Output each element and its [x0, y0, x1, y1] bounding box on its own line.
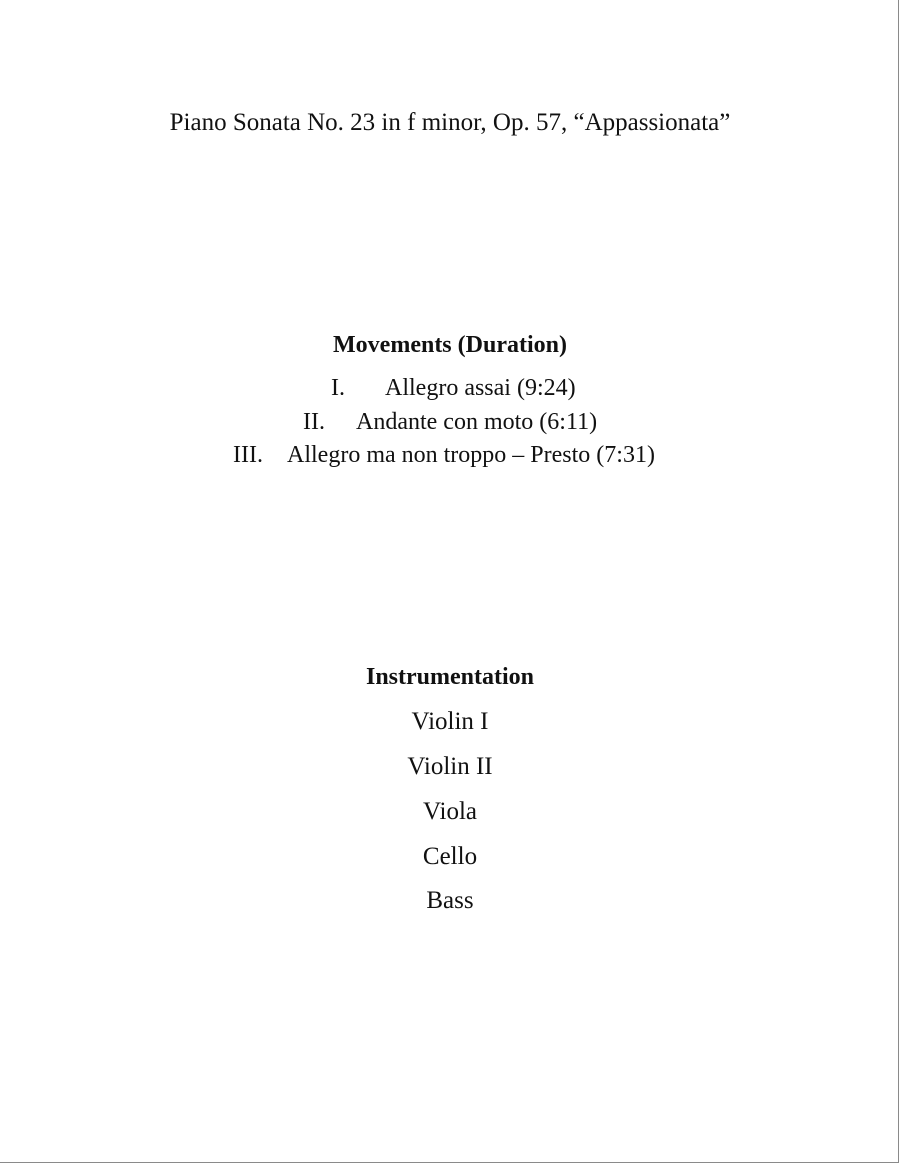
instrumentation-heading: Instrumentation	[365, 664, 534, 690]
movement-number: II.	[303, 409, 325, 435]
instrument-item: Viola	[422, 798, 478, 825]
instrument-item: Bass	[426, 887, 474, 914]
movement-number: III.	[233, 442, 263, 468]
movement-name: Allegro ma non troppo – Presto (7:31)	[287, 442, 655, 468]
movement-number: I.	[331, 375, 345, 401]
movements-heading: Movements (Duration)	[333, 332, 567, 358]
instrument-item: Violin I	[411, 708, 489, 735]
page-title: Piano Sonata No. 23 in f minor, Op. 57, “Appassionata”	[169, 109, 731, 136]
instrument-item: Cello	[422, 843, 478, 870]
movement-name: Andante con moto (6:11)	[356, 409, 598, 435]
instrument-item: Violin II	[407, 753, 493, 780]
movement-name: Allegro assai (9:24)	[385, 375, 576, 401]
